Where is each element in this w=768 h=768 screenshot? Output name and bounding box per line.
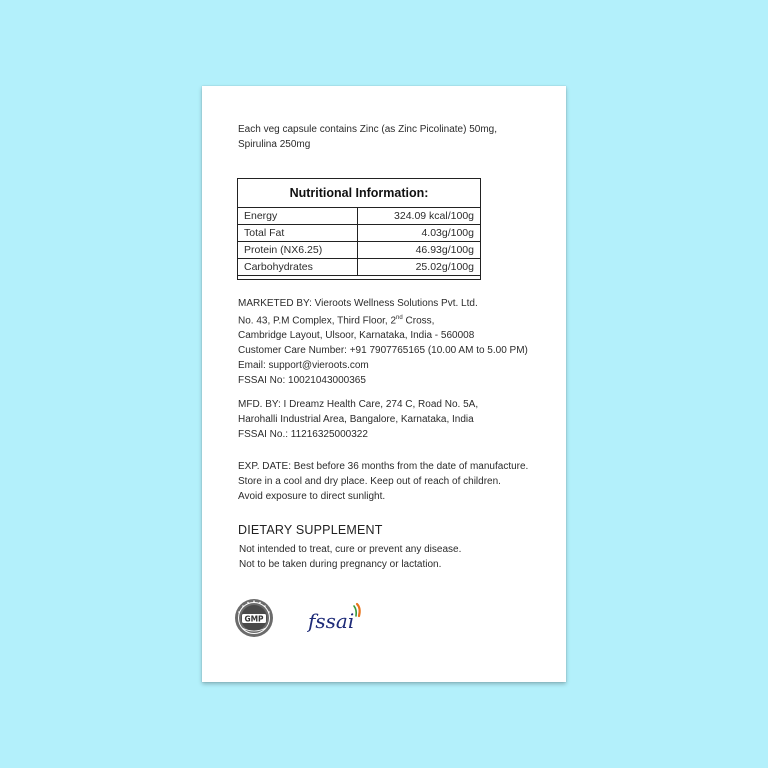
gmp-label: GMP bbox=[244, 614, 264, 624]
nutrient-label: Carbohydrates bbox=[238, 259, 358, 276]
nutrient-value: 4.03g/100g bbox=[358, 225, 481, 242]
dietary-line: Not to be taken during pregnancy or lactation. bbox=[239, 559, 442, 570]
composition-text bbox=[238, 122, 497, 152]
storage-line: Store in a cool and dry place. Keep out of reach of children. bbox=[238, 476, 501, 487]
table-row bbox=[238, 225, 481, 242]
fssai-number-line: FSSAI No: 10021043000365 bbox=[238, 375, 366, 387]
composition-line: Spirulina 250mg bbox=[238, 139, 311, 150]
nutrient-label: Energy bbox=[238, 208, 358, 225]
fssai-wordmark: fssai bbox=[308, 609, 355, 633]
marketed-line-part: Cross, bbox=[402, 315, 435, 327]
nutrition-table bbox=[237, 178, 481, 280]
mfd-line: Harohalli Industrial Area, Bangalore, Karnataka, India bbox=[238, 414, 474, 425]
marketed-line-part: No. 43, P.M Complex, Third Floor, 2 bbox=[238, 315, 397, 327]
manufactured-by-block bbox=[238, 397, 478, 442]
table-row bbox=[238, 242, 481, 259]
composition-line: Each veg capsule contains Zinc (as Zinc Picolinate) 50mg, bbox=[238, 124, 498, 135]
marketed-line: MARKETED BY: Vieroots Wellness Solutions Pvt. Ltd. bbox=[238, 298, 478, 309]
storage-block bbox=[238, 459, 528, 504]
dietary-block bbox=[239, 542, 461, 572]
customer-care-line: Customer Care Number: +91 7907765165 (10.00 AM to 5.00 PM) bbox=[238, 345, 528, 357]
storage-line: Avoid exposure to direct sunlight. bbox=[238, 491, 386, 502]
nutrient-value: 46.93g/100g bbox=[358, 242, 481, 259]
nutrient-label: Total Fat bbox=[238, 225, 358, 242]
nutrient-value: 25.02g/100g bbox=[358, 259, 481, 276]
fssai-logo bbox=[307, 598, 367, 643]
table-row bbox=[238, 208, 481, 225]
email-line: Email: support@vieroots.com bbox=[238, 360, 369, 372]
gmp-seal-icon bbox=[234, 598, 274, 638]
nutrition-title: Nutritional Information: bbox=[289, 186, 429, 200]
certification-logos bbox=[234, 598, 374, 638]
fssai-logo-icon bbox=[307, 598, 367, 638]
expiry-line: EXP. DATE: Best before 36 months from the date of manufacture. bbox=[238, 461, 529, 472]
marketed-line: Cambridge Layout, Ulsoor, Karnataka, India - 560008 bbox=[238, 330, 475, 342]
table-row bbox=[238, 259, 481, 276]
dietary-heading: DIETARY SUPPLEMENT bbox=[238, 523, 383, 537]
dietary-line: Not intended to treat, cure or prevent any disease. bbox=[239, 544, 462, 555]
product-label-card bbox=[202, 86, 566, 682]
nutrient-label: Protein (NX6.25) bbox=[238, 242, 358, 259]
mfd-line: MFD. BY: I Dreamz Health Care, 274 C, Road No. 5A, bbox=[238, 399, 479, 410]
nutrient-value: 324.09 kcal/100g bbox=[358, 208, 481, 225]
marketed-by-block bbox=[238, 296, 528, 388]
mfd-fssai-line: FSSAI No.: 11216325000322 bbox=[238, 429, 368, 440]
marketed-address-line bbox=[238, 311, 528, 328]
ordinal-suffix: nd bbox=[396, 315, 403, 321]
